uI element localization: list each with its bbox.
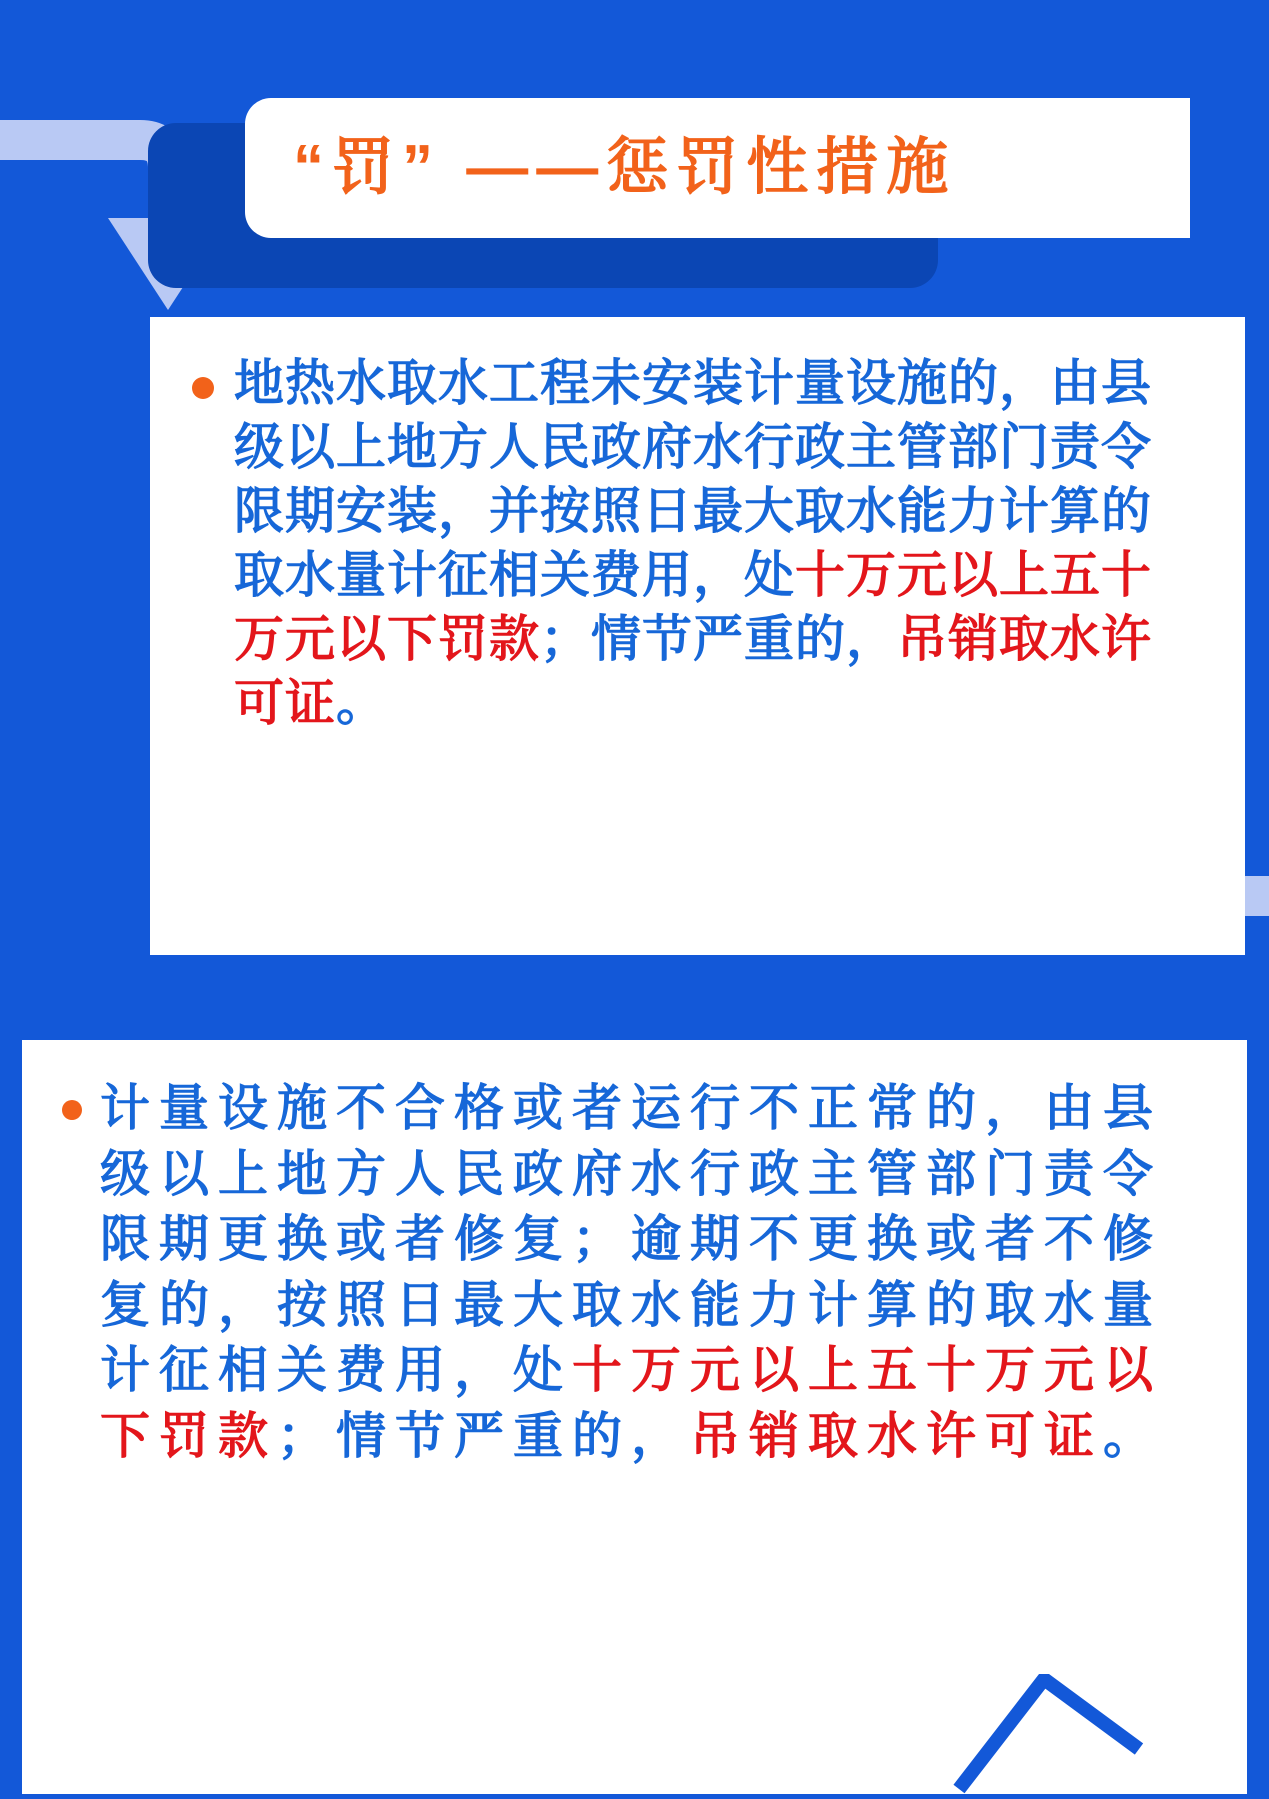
bullet-icon bbox=[62, 1100, 82, 1120]
content-panel-1 bbox=[150, 317, 1245, 955]
paragraph-2-segment-2: 十万元以上五十万元以下罚款 bbox=[100, 1342, 1162, 1464]
paragraph-2-segment-3: ；情节严重的， bbox=[277, 1407, 690, 1464]
page-title: “罚” ——惩罚性措施 bbox=[293, 133, 957, 202]
paragraph-1-segment-3: ；情节严重的， bbox=[540, 611, 897, 667]
title-card bbox=[245, 98, 1190, 238]
bullet-icon bbox=[192, 377, 214, 399]
paragraph-1-segment-4: 吊销取水许可证 bbox=[234, 611, 1152, 731]
paragraph-1 bbox=[234, 351, 1199, 735]
content-panel-2 bbox=[22, 1040, 1247, 1794]
paragraph-2 bbox=[100, 1076, 1205, 1469]
paragraph-1-segment-2: 十万元以上五十万元以下罚款 bbox=[234, 547, 1152, 667]
paragraph-2-segment-1: 计量设施不合格或者运行不正常的，由县级以上地方人民政府水行政主管部门责令限期更换或者修复；逾期不更换或者不修复的，按照日最大取水能力计算的取水量计征相关费用，处 bbox=[100, 1080, 1162, 1398]
paragraph-2-segment-4: 吊销取水许可证 bbox=[690, 1407, 1103, 1464]
paragraph-1-segment-5: 。 bbox=[336, 675, 387, 731]
paragraph-1-segment-1: 地热水取水工程未安装计量设施的，由县级以上地方人民政府水行政主管部门责令限期安装，并按照日最大取水能力计算的取水量计征相关费用，处 bbox=[234, 355, 1152, 603]
paragraph-2-segment-5: 。 bbox=[1103, 1407, 1162, 1464]
